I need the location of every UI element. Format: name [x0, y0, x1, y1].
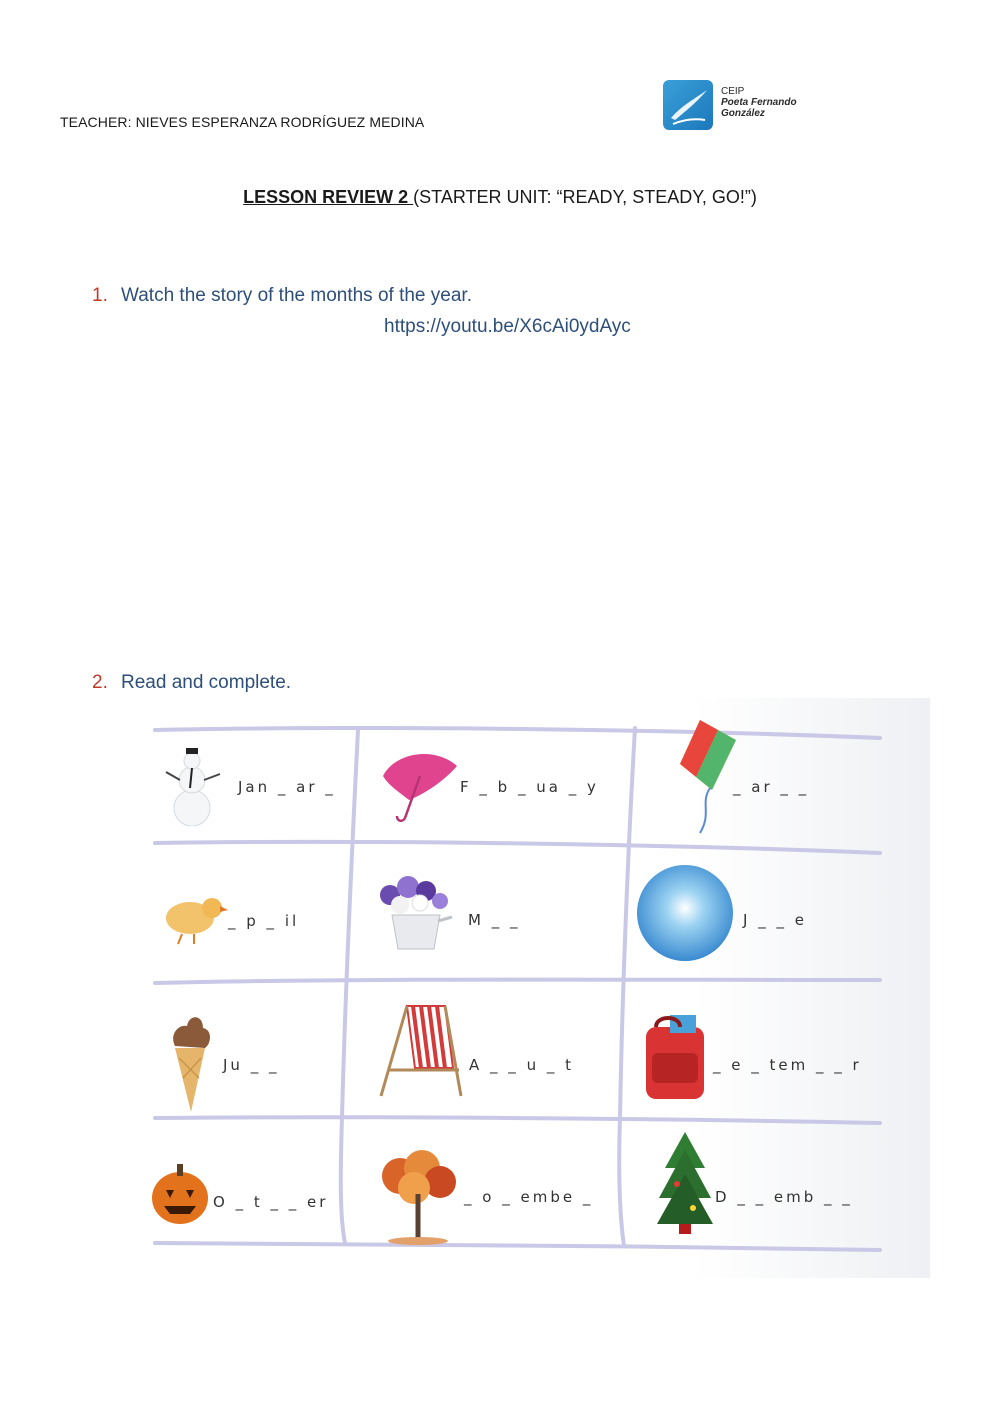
ice-cream-icon	[165, 1006, 215, 1116]
month-cell-november	[360, 1128, 610, 1248]
month-word[interactable]: D _ _ emb _ _	[715, 1188, 853, 1206]
months-worksheet	[140, 698, 930, 1278]
question-2	[92, 672, 291, 694]
logo-line-3: González	[721, 108, 765, 119]
month-cell-february	[365, 728, 615, 848]
month-word[interactable]: F _ b _ ua _ y	[460, 778, 599, 796]
question-number: 1.	[92, 285, 108, 306]
title-rest: (STARTER UNIT: “READY, STEADY, GO!”)	[413, 187, 757, 207]
school-logo-icon	[663, 80, 713, 130]
snowman-icon	[160, 746, 230, 826]
month-cell-september	[635, 998, 885, 1118]
umbrella-icon	[375, 746, 465, 826]
school-logo	[663, 80, 813, 132]
deck-chair-icon	[375, 1000, 465, 1100]
logo-line-2: Poeta Fernando	[721, 97, 797, 108]
flowers-icon	[370, 871, 460, 951]
month-word[interactable]: _ p _ il	[228, 912, 300, 930]
month-cell-january	[150, 728, 400, 848]
month-word[interactable]: _ ar _ _	[733, 778, 810, 796]
month-word[interactable]: Jan _ ar _	[238, 778, 336, 796]
month-word[interactable]: J _ _ e	[743, 911, 807, 929]
month-word[interactable]: _ e _ tem _ _ r	[713, 1056, 862, 1074]
month-word[interactable]: Ju _ _	[223, 1056, 280, 1074]
month-cell-may	[360, 853, 610, 973]
autumn-tree-icon	[370, 1146, 465, 1246]
month-word[interactable]: A _ _ u _ t	[469, 1056, 574, 1074]
kite-icon	[660, 718, 740, 838]
month-cell-march	[645, 718, 895, 838]
month-cell-june	[635, 853, 885, 973]
question-text: Watch the story of the months of the year.	[121, 285, 472, 306]
month-cell-october	[145, 1133, 395, 1253]
chick-icon	[160, 886, 230, 966]
question-text: Read and complete.	[121, 672, 292, 693]
month-cell-december	[645, 1128, 895, 1248]
sun-icon	[635, 863, 735, 963]
question-number: 2.	[92, 672, 108, 693]
teacher-name: TEACHER: NIEVES ESPERANZA RODRÍGUEZ MEDINA	[60, 114, 425, 130]
month-word[interactable]: _ o _ embe _	[464, 1188, 594, 1206]
page-title	[0, 187, 1000, 208]
video-link[interactable]: https://youtu.be/X6cAi0ydAyc	[384, 316, 631, 337]
pumpkin-icon	[150, 1158, 210, 1228]
logo-line-1: CEIP	[721, 86, 745, 97]
month-cell-august	[365, 998, 615, 1118]
question-1	[92, 285, 472, 307]
month-word[interactable]: O _ t _ _ er	[213, 1193, 329, 1211]
christmas-tree-icon	[655, 1128, 715, 1238]
backpack-icon	[640, 1013, 710, 1103]
title-bold: LESSON REVIEW 2	[243, 187, 414, 207]
month-word[interactable]: M _ _	[468, 911, 521, 929]
